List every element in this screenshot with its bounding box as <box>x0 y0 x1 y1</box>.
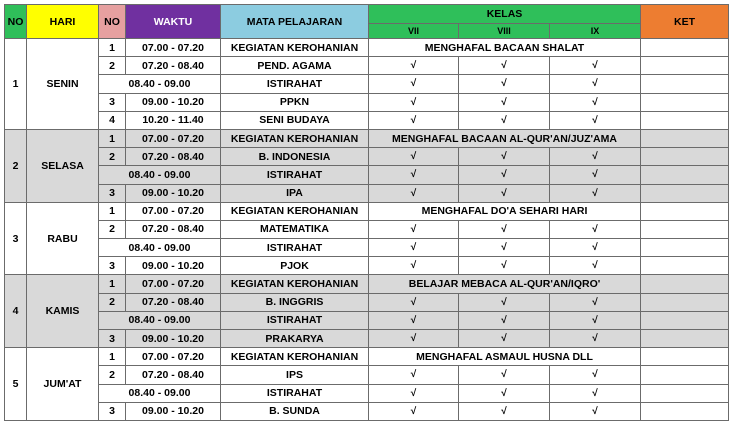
check-mark-viii: √ <box>459 330 550 348</box>
period-number: 1 <box>99 129 126 147</box>
period-time: 07.00 - 07.20 <box>126 202 221 220</box>
ket-cell <box>641 384 729 402</box>
check-mark-viii: √ <box>459 57 550 75</box>
subject: KEGIATAN KEROHANIAN <box>221 202 369 220</box>
header-kelas-ix: IX <box>550 24 641 39</box>
subject: MATEMATIKA <box>221 220 369 238</box>
header-ket: KET <box>641 5 729 39</box>
check-mark-vii: √ <box>369 330 459 348</box>
subject: ISTIRAHAT <box>221 239 369 257</box>
ket-cell <box>641 129 729 147</box>
period-time: 07.20 - 08.40 <box>126 57 221 75</box>
break-time: 08.40 - 09.00 <box>99 75 221 93</box>
table-row <box>5 166 729 184</box>
table-row <box>5 75 729 93</box>
check-mark-vii: √ <box>369 366 459 384</box>
subject: KEGIATAN KEROHANIAN <box>221 39 369 57</box>
header-nomor: NO <box>99 5 126 39</box>
table-row <box>5 239 729 257</box>
period-time: 07.00 - 07.20 <box>126 129 221 147</box>
table-row <box>5 111 729 129</box>
ket-cell <box>641 57 729 75</box>
check-mark-vii: √ <box>369 93 459 111</box>
check-mark-viii: √ <box>459 402 550 420</box>
table-row <box>5 275 729 293</box>
check-mark-viii: √ <box>459 111 550 129</box>
ket-cell <box>641 330 729 348</box>
period-time: 07.20 - 08.40 <box>126 220 221 238</box>
header-waktu: WAKTU <box>126 5 221 39</box>
header-hari: HARI <box>27 5 99 39</box>
period-number: 3 <box>99 93 126 111</box>
table-row <box>5 93 729 111</box>
ket-cell <box>641 184 729 202</box>
ket-cell <box>641 75 729 93</box>
check-mark-vii: √ <box>369 220 459 238</box>
subject: PEND. AGAMA <box>221 57 369 75</box>
check-mark-ix: √ <box>550 93 641 111</box>
ket-cell <box>641 275 729 293</box>
ket-cell <box>641 220 729 238</box>
header-mata-pelajaran: MATA PELAJARAN <box>221 5 369 39</box>
spiritual-activity: MENGHAFAL DO'A SEHARI HARI <box>369 202 641 220</box>
subject: SENI BUDAYA <box>221 111 369 129</box>
check-mark-ix: √ <box>550 239 641 257</box>
check-mark-ix: √ <box>550 402 641 420</box>
check-mark-viii: √ <box>459 75 550 93</box>
subject: ISTIRAHAT <box>221 311 369 329</box>
table-row <box>5 202 729 220</box>
check-mark-vii: √ <box>369 239 459 257</box>
check-mark-viii: √ <box>459 311 550 329</box>
subject: ISTIRAHAT <box>221 384 369 402</box>
table-row <box>5 384 729 402</box>
period-time: 10.20 - 11.40 <box>126 111 221 129</box>
check-mark-viii: √ <box>459 366 550 384</box>
check-mark-viii: √ <box>459 148 550 166</box>
ket-cell <box>641 366 729 384</box>
period-time: 07.00 - 07.20 <box>126 39 221 57</box>
check-mark-vii: √ <box>369 384 459 402</box>
table-row <box>5 39 729 57</box>
break-time: 08.40 - 09.00 <box>99 166 221 184</box>
period-number: 4 <box>99 111 126 129</box>
check-mark-viii: √ <box>459 384 550 402</box>
check-mark-ix: √ <box>550 257 641 275</box>
check-mark-viii: √ <box>459 166 550 184</box>
period-number: 3 <box>99 184 126 202</box>
period-number: 3 <box>99 402 126 420</box>
check-mark-vii: √ <box>369 148 459 166</box>
subject: B. SUNDA <box>221 402 369 420</box>
period-time: 09.00 - 10.20 <box>126 257 221 275</box>
table-row <box>5 220 729 238</box>
check-mark-ix: √ <box>550 220 641 238</box>
break-time: 08.40 - 09.00 <box>99 239 221 257</box>
check-mark-ix: √ <box>550 57 641 75</box>
ket-cell <box>641 148 729 166</box>
period-number: 3 <box>99 330 126 348</box>
ket-cell <box>641 293 729 311</box>
period-number: 1 <box>99 348 126 366</box>
spiritual-activity: MENGHAFAL ASMAUL HUSNA DLL <box>369 348 641 366</box>
subject: B. INGGRIS <box>221 293 369 311</box>
check-mark-ix: √ <box>550 366 641 384</box>
check-mark-viii: √ <box>459 257 550 275</box>
subject: KEGIATAN KEROHANIAN <box>221 275 369 293</box>
header-kelas-vii: VII <box>369 24 459 39</box>
day-name: SENIN <box>27 39 99 130</box>
check-mark-vii: √ <box>369 402 459 420</box>
day-number: 4 <box>5 275 27 348</box>
subject: ISTIRAHAT <box>221 166 369 184</box>
table-row <box>5 293 729 311</box>
check-mark-viii: √ <box>459 220 550 238</box>
ket-cell <box>641 39 729 57</box>
day-name: JUM'AT <box>27 348 99 421</box>
ket-cell <box>641 166 729 184</box>
subject: IPA <box>221 184 369 202</box>
period-time: 07.20 - 08.40 <box>126 293 221 311</box>
day-number: 5 <box>5 348 27 421</box>
check-mark-vii: √ <box>369 166 459 184</box>
ket-cell <box>641 111 729 129</box>
period-time: 09.00 - 10.20 <box>126 184 221 202</box>
day-name: SELASA <box>27 129 99 202</box>
spiritual-activity: MENGHAFAL BACAAN SHALAT <box>369 39 641 57</box>
schedule-table <box>4 4 729 421</box>
ket-cell <box>641 311 729 329</box>
check-mark-ix: √ <box>550 311 641 329</box>
check-mark-ix: √ <box>550 148 641 166</box>
period-number: 2 <box>99 148 126 166</box>
check-mark-viii: √ <box>459 93 550 111</box>
day-number: 2 <box>5 129 27 202</box>
period-time: 07.20 - 08.40 <box>126 148 221 166</box>
check-mark-vii: √ <box>369 184 459 202</box>
check-mark-ix: √ <box>550 166 641 184</box>
break-time: 08.40 - 09.00 <box>99 384 221 402</box>
check-mark-vii: √ <box>369 293 459 311</box>
subject: PPKN <box>221 93 369 111</box>
check-mark-ix: √ <box>550 184 641 202</box>
subject: PRAKARYA <box>221 330 369 348</box>
subject: KEGIATAN KEROHANIAN <box>221 348 369 366</box>
period-time: 09.00 - 10.20 <box>126 330 221 348</box>
ket-cell <box>641 257 729 275</box>
period-time: 07.00 - 07.20 <box>126 348 221 366</box>
header-no: NO <box>5 5 27 39</box>
period-number: 2 <box>99 220 126 238</box>
check-mark-viii: √ <box>459 184 550 202</box>
subject: B. INDONESIA <box>221 148 369 166</box>
period-number: 2 <box>99 366 126 384</box>
table-row <box>5 184 729 202</box>
period-time: 07.00 - 07.20 <box>126 275 221 293</box>
check-mark-ix: √ <box>550 75 641 93</box>
check-mark-ix: √ <box>550 330 641 348</box>
period-number: 2 <box>99 293 126 311</box>
check-mark-vii: √ <box>369 75 459 93</box>
day-name: KAMIS <box>27 275 99 348</box>
period-number: 3 <box>99 257 126 275</box>
subject: PJOK <box>221 257 369 275</box>
header-kelas-viii: VIII <box>459 24 550 39</box>
break-time: 08.40 - 09.00 <box>99 311 221 329</box>
check-mark-viii: √ <box>459 293 550 311</box>
ket-cell <box>641 202 729 220</box>
check-mark-vii: √ <box>369 257 459 275</box>
period-number: 1 <box>99 39 126 57</box>
period-time: 07.20 - 08.40 <box>126 366 221 384</box>
subject: ISTIRAHAT <box>221 75 369 93</box>
ket-cell <box>641 239 729 257</box>
check-mark-ix: √ <box>550 111 641 129</box>
subject: KEGIATAN KEROHANIAN <box>221 129 369 147</box>
period-time: 09.00 - 10.20 <box>126 402 221 420</box>
table-row <box>5 348 729 366</box>
table-row <box>5 57 729 75</box>
check-mark-ix: √ <box>550 293 641 311</box>
day-number: 3 <box>5 202 27 275</box>
check-mark-vii: √ <box>369 57 459 75</box>
header-kelas: KELAS <box>369 5 641 24</box>
period-number: 1 <box>99 275 126 293</box>
day-name: RABU <box>27 202 99 275</box>
check-mark-vii: √ <box>369 111 459 129</box>
check-mark-ix: √ <box>550 384 641 402</box>
ket-cell <box>641 348 729 366</box>
day-number: 1 <box>5 39 27 130</box>
spiritual-activity: MENGHAFAL BACAAN AL-QUR'AN/JUZ'AMA <box>369 129 641 147</box>
check-mark-vii: √ <box>369 311 459 329</box>
table-row <box>5 257 729 275</box>
table-row <box>5 402 729 420</box>
subject: IPS <box>221 366 369 384</box>
table-row <box>5 129 729 147</box>
table-row <box>5 148 729 166</box>
table-row <box>5 311 729 329</box>
spiritual-activity: BELAJAR MEBACA AL-QUR'AN/IQRO' <box>369 275 641 293</box>
table-row <box>5 330 729 348</box>
ket-cell <box>641 402 729 420</box>
ket-cell <box>641 93 729 111</box>
check-mark-viii: √ <box>459 239 550 257</box>
period-number: 1 <box>99 202 126 220</box>
period-time: 09.00 - 10.20 <box>126 93 221 111</box>
table-row <box>5 366 729 384</box>
period-number: 2 <box>99 57 126 75</box>
